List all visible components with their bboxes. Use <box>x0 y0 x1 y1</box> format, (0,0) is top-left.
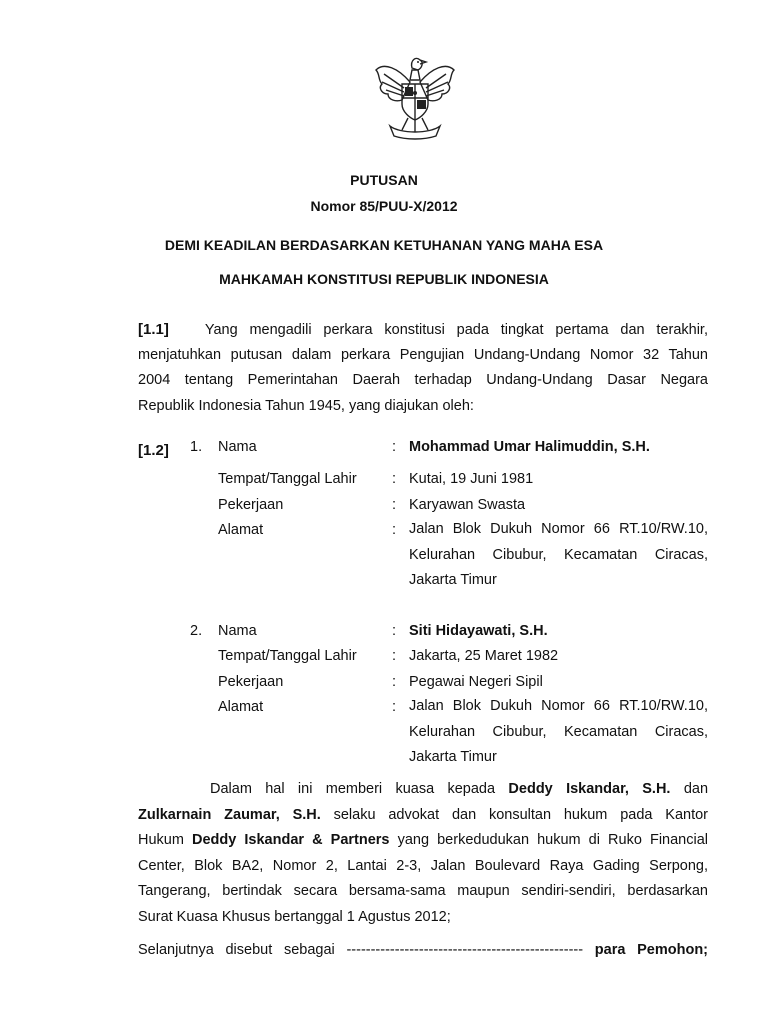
field-label: Alamat <box>218 699 264 715</box>
address-line: Jalan Blok Dukuh Nomor 66 RT.10/RW.10, <box>409 698 708 714</box>
petitioner-2-job-row <box>0 674 768 694</box>
petitioner-2-name-row <box>0 623 768 643</box>
law-firm-name: Deddy Iskandar & Partners <box>192 832 390 848</box>
petitioner-2-ttl-row <box>0 648 768 668</box>
colon: : <box>392 497 397 513</box>
field-label: Tempat/Tanggal Lahir <box>218 648 357 664</box>
petitioner-1-ttl-row <box>0 471 768 491</box>
paragraph-line <box>138 803 708 829</box>
field-value: Siti Hidayawati, S.H. <box>409 623 548 639</box>
colon: : <box>392 623 397 639</box>
address-line: Jalan Blok Dukuh Nomor 66 RT.10/RW.10, <box>409 521 708 537</box>
address-line: Kelurahan Cibubur, Kecamatan Ciracas, <box>409 546 708 563</box>
paragraph-line: 2004 tentang Pemerintahan Daerah terhadap Undang-Undang Dasar Negara <box>138 372 708 388</box>
colon: : <box>392 648 397 664</box>
field-value: Mohammad Umar Halimuddin, S.H. <box>409 439 650 455</box>
text-segment: dan <box>683 781 709 797</box>
field-label: Nama <box>218 439 257 455</box>
paragraph-line <box>138 317 708 343</box>
text-segment: yang berkedudukan hukum di Ruko Financial <box>397 832 708 848</box>
paragraph-marker: [1.1] <box>138 321 169 338</box>
text-segment: selaku advokat dan konsultan hukum pada Kantor <box>333 806 709 823</box>
colon: : <box>392 439 397 455</box>
petitioner-1-address <box>409 517 708 594</box>
court-name: MAHKAMAH KONSTITUSI REPUBLIK INDONESIA <box>219 271 549 287</box>
field-label: Pekerjaan <box>218 497 284 513</box>
paragraph-marker: [1.2] <box>138 442 169 459</box>
attorney-name: Deddy Iskandar, S.H. <box>508 781 671 797</box>
decision-number: Nomor 85/PUU-X/2012 <box>310 198 458 214</box>
list-number: 1. <box>190 439 203 455</box>
list-number: 2. <box>190 623 203 639</box>
field-label: Tempat/Tanggal Lahir <box>218 471 357 487</box>
paragraph-line <box>138 777 708 803</box>
document-title: PUTUSAN <box>350 172 418 188</box>
petitioner-2-address <box>409 694 708 771</box>
paragraph-line: Tangerang, bertindak secara bersama-sama maupun sendiri-sendiri, berdasarkan <box>138 883 708 899</box>
text-segment: Dalam hal ini memberi kuasa kepada <box>210 781 496 797</box>
paragraph-line: Republik Indonesia Tahun 1945, yang diajukan oleh: <box>138 397 474 414</box>
address-line: Jakarta Timur <box>409 572 497 588</box>
power-of-attorney-paragraph <box>138 777 708 930</box>
paragraph-line <box>138 828 708 854</box>
petitioner-1-name-row <box>0 439 768 459</box>
garuda-emblem-icon <box>370 48 460 140</box>
text-segment: Hukum <box>138 832 184 848</box>
invocation-line: DEMI KEADILAN BERDASARKAN KETUHANAN YANG MAHA ESA <box>164 237 604 253</box>
paragraph-line: Center, Blok BA2, Nomor 2, Lantai 2-3, Jalan Boulevard Raya Gading Serpong, <box>138 857 708 874</box>
colon: : <box>392 699 397 715</box>
field-label: Nama <box>218 623 257 639</box>
paragraph-line <box>138 938 708 964</box>
field-label: Pekerjaan <box>218 674 284 690</box>
petitioner-1-job-row <box>0 497 768 517</box>
paragraph-line: menjatuhkan putusan dalam perkara Pengujian Undang-Undang Nomor 32 Tahun <box>138 346 708 363</box>
colon: : <box>392 522 397 538</box>
address-line: Jakarta Timur <box>409 749 497 765</box>
paragraph-1-1 <box>138 317 708 419</box>
colon: : <box>392 471 397 487</box>
closing-line <box>138 938 708 964</box>
field-value: Kutai, 19 Juni 1981 <box>409 471 534 487</box>
field-value: Karyawan Swasta <box>409 497 526 513</box>
petitioner-designation: para Pemohon; <box>594 942 709 958</box>
text-segment: Selanjutnya disebut sebagai ------------------------------------------------- <box>138 942 584 958</box>
colon: : <box>392 674 397 690</box>
field-label: Alamat <box>218 522 264 538</box>
paragraph-line: Surat Kuasa Khusus bertanggal 1 Agustus 2012; <box>138 908 451 925</box>
text-segment: Yang mengadili perkara konstitusi pada tingkat pertama dan terakhir, <box>204 322 708 338</box>
address-line: Kelurahan Cibubur, Kecamatan Ciracas, <box>409 723 708 740</box>
attorney-name: Zulkarnain Zaumar, S.H. <box>138 806 321 823</box>
field-value: Pegawai Negeri Sipil <box>409 674 543 690</box>
field-value: Jakarta, 25 Maret 1982 <box>409 648 559 664</box>
